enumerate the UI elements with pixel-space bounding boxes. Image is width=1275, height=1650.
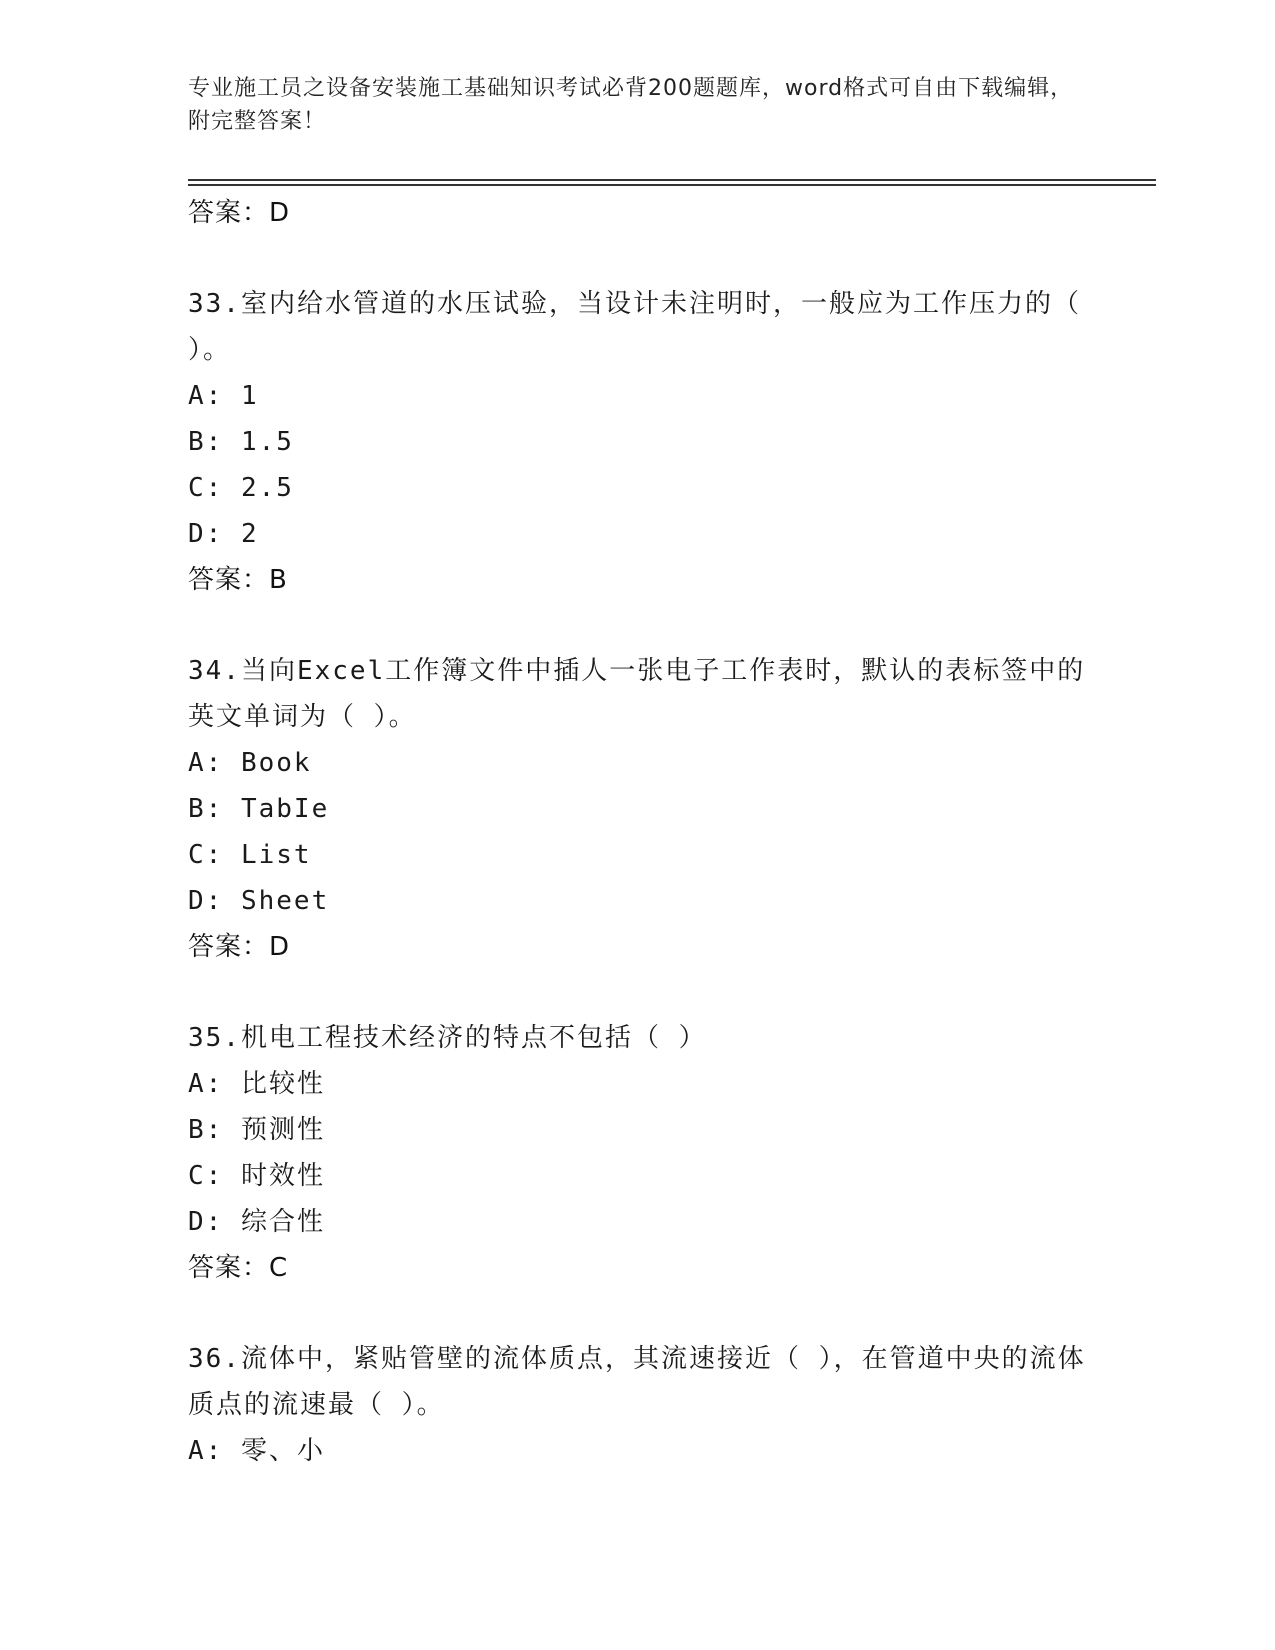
option-b: B: 1.5 [188, 427, 294, 457]
question-33 [188, 281, 1088, 603]
option-a: A: 比较性 [188, 1069, 325, 1099]
question-list [188, 190, 1088, 1474]
option-b: B: 预测性 [188, 1115, 325, 1145]
question-text: 35.机电工程技术经济的特点不包括（ ） [188, 1023, 707, 1053]
document-header: 专业施工员之设备安装施工基础知识考试必背200题题库，word格式可自由下载编辑，附完整答案！ [188, 76, 1074, 134]
option-d: D: 综合性 [188, 1207, 325, 1237]
question-text: 33.室内给水管道的水压试验，当设计未注明时，一般应为工作压力的（ ）。 [188, 289, 1081, 365]
option-a: A: Book [188, 748, 312, 778]
header-rule-top [188, 179, 1156, 181]
answer-line: 答案：B [188, 565, 288, 595]
option-d: D: Sheet [188, 886, 330, 916]
question-35 [188, 1015, 1088, 1291]
option-a: A: 1 [188, 381, 259, 411]
option-d: D: 2 [188, 519, 259, 549]
answer-line: 答案：D [188, 932, 291, 962]
answer-line: 答案：C [188, 1253, 289, 1283]
question-text: 34.当向Excel工作簿文件中插人一张电子工作表时，默认的表标签中的英文单词为（ ）。 [188, 656, 1086, 732]
option-a: A: 零、小 [188, 1436, 325, 1466]
question-34 [188, 648, 1088, 970]
option-c: C: List [188, 840, 312, 870]
question-36 [188, 1336, 1088, 1474]
option-b: B: TabIe [188, 794, 330, 824]
option-c: C: 时效性 [188, 1161, 325, 1191]
question-text: 36.流体中，紧贴管壁的流体质点，其流速接近（ ），在管道中央的流体质点的流速最（ ）。 [188, 1344, 1086, 1420]
option-c: C: 2.5 [188, 473, 294, 503]
header-rule-bottom [188, 184, 1156, 186]
answer-line: 答案：D [188, 198, 291, 228]
